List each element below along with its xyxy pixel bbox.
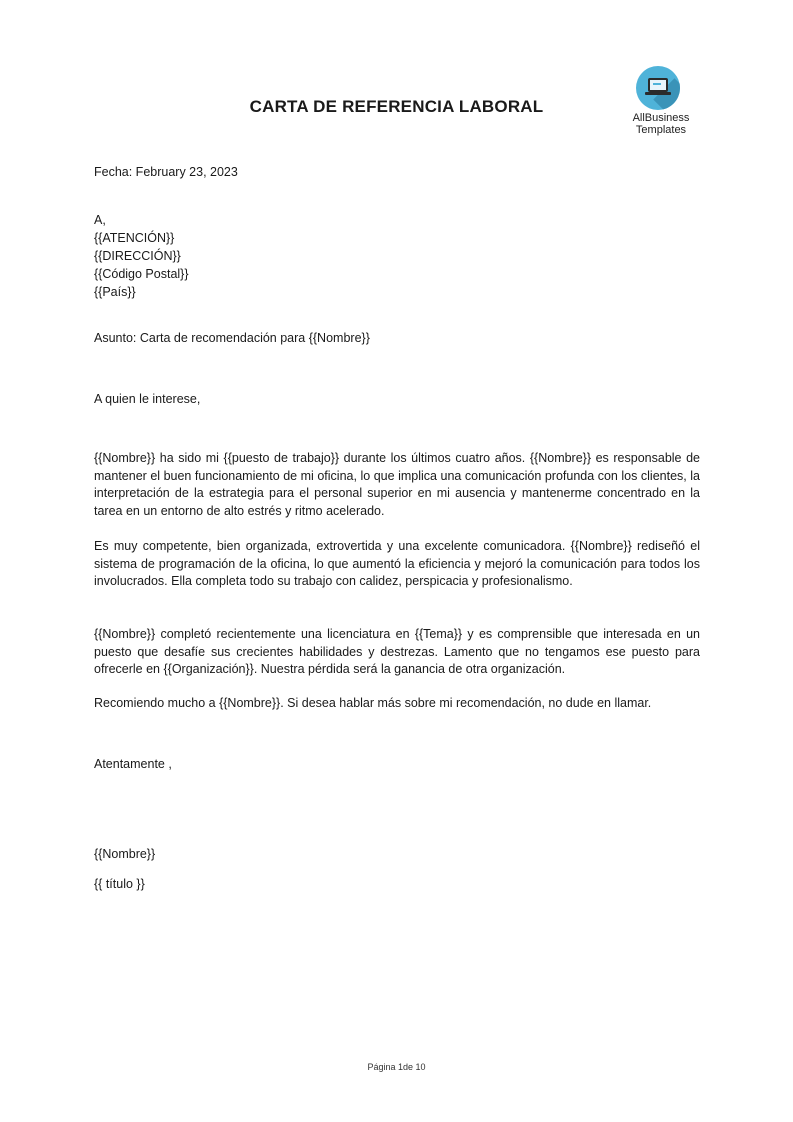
date-line: Fecha: February 23, 2023 — [94, 165, 238, 179]
logo-line-1: AllBusiness — [632, 112, 690, 124]
address-direction: {{DIRECCIÓN}} — [94, 249, 181, 263]
page-footer: Página 1de 10 — [367, 1062, 426, 1072]
logo-text — [624, 112, 698, 136]
body-paragraph-4: Recomiendo mucho a {{Nombre}}. Si desea hablar más sobre mi recomendación, no dude en llamar. — [94, 696, 652, 710]
address-block — [94, 211, 189, 301]
greeting: A quien le interese, — [94, 392, 201, 406]
body-paragraph-2: Es muy competente, bien organizada, extrovertida y una excelente comunicadora. {{Nombre}} rediseñó el sistema de programación de la oficina, lo que aumentó la eficiencia y mejoró la comunicación para todos los involucrados. Ella completa todo su trabajo con calidez, perspicacia y profesionalismo. — [94, 539, 700, 588]
closing: Atentamente , — [94, 757, 172, 771]
signature-name: {{Nombre}} — [94, 847, 156, 861]
laptop-icon — [636, 66, 680, 110]
body-paragraph-1: {{Nombre}} ha sido mi {{puesto de trabajo}} durante los últimos cuatro años. {{Nombre}} es responsable de mantener el buen funcionamiento de mi oficina, lo que implica una comunicación profunda con los clientes, la interpretación de la estrategia para el personal superior en mi ausencia y mantenerme concentrado en la tarea en un entorno de alto estrés y ritmo acelerado. — [94, 451, 700, 518]
subject-line: Asunto: Carta de recomendación para {{Nombre}} — [94, 331, 370, 345]
address-attention: {{ATENCIÓN}} — [94, 231, 175, 245]
company-logo — [624, 64, 698, 138]
signature-title: {{ título }} — [94, 877, 145, 891]
address-to: A, — [94, 213, 106, 227]
body-paragraph-3: {{Nombre}} completó recientemente una licenciatura en {{Tema}} y es comprensible que interesada en un puesto que desafíe sus crecientes habilidades y destrezas. Lamento que no tengamos ese puesto para ofrecerle en {{Organización}}. Nuestra pérdida será la ganancia de otra organización. — [94, 627, 700, 676]
document-title: CARTA DE REFERENCIA LABORAL — [249, 97, 544, 116]
address-country: {{País}} — [94, 285, 136, 299]
logo-line-2: Templates — [635, 124, 687, 136]
address-postal-code: {{Código Postal}} — [94, 267, 189, 281]
